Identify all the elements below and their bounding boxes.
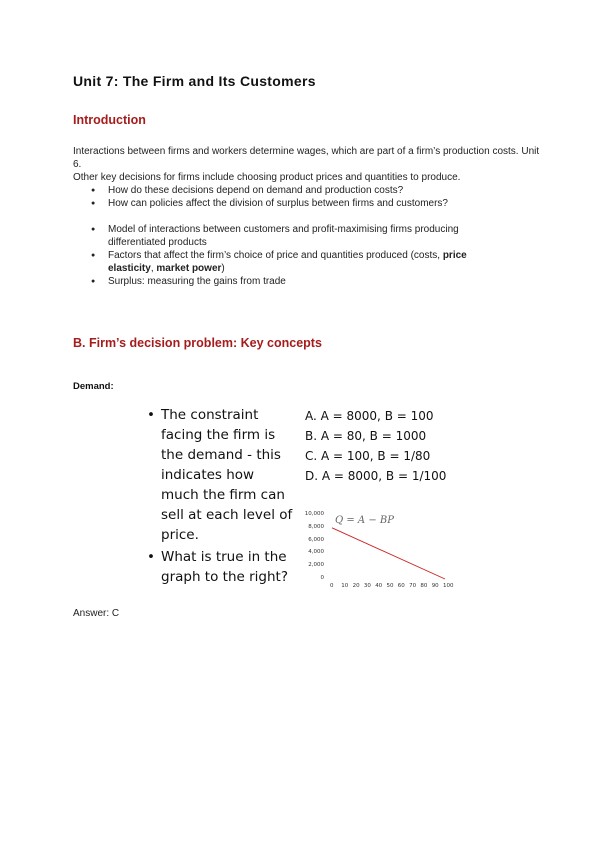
x-tick-label: 80 xyxy=(420,583,428,589)
y-tick-label: 10,000 xyxy=(304,511,324,517)
list-item: ● How do these decisions depend on demand and production costs? xyxy=(108,184,543,197)
page-title: Unit 7: The Firm and Its Customers xyxy=(73,73,316,89)
bold-text: market power xyxy=(156,263,222,274)
x-tick-label: 100 xyxy=(443,583,454,589)
x-tick-label: 90 xyxy=(431,583,439,589)
slide-bullets xyxy=(145,405,295,587)
answer-text: Answer: C xyxy=(73,608,120,619)
x-tick-label: 40 xyxy=(375,583,383,589)
x-tick-label: 70 xyxy=(409,583,417,589)
demand-line xyxy=(332,528,445,579)
chart-plot xyxy=(300,507,455,593)
x-tick-label: 60 xyxy=(397,583,405,589)
y-tick-label: 0 xyxy=(320,575,324,581)
list-item xyxy=(108,249,513,275)
demand-chart xyxy=(300,507,455,593)
slide-image xyxy=(145,403,457,593)
topic-list xyxy=(73,223,543,288)
introduction-body xyxy=(73,145,543,288)
x-tick-label: 50 xyxy=(386,583,394,589)
y-tick-label: 4,000 xyxy=(308,549,324,556)
y-tick-label: 6,000 xyxy=(308,536,324,543)
list-item: ● Model of interactions between customers and profit-maximising firms producing differentiated products xyxy=(108,223,513,249)
text: Factors that affect the firm’s choice of price and quantities produced (costs, xyxy=(108,250,443,261)
section-b-heading: B. Firm’s decision problem: Key concepts xyxy=(73,336,322,350)
introduction-heading: Introduction xyxy=(73,113,146,127)
list-item: ● Surplus: measuring the gains from trade xyxy=(108,275,513,288)
question-list xyxy=(73,184,543,210)
x-tick-label: 10 xyxy=(341,583,349,589)
option-c: C. A = 100, B = 1/80 xyxy=(305,449,431,463)
intro-paragraph-2: Other key decisions for firms include choosing product prices and quantities to produce. xyxy=(73,172,461,183)
bold-text: price elasticity xyxy=(108,250,467,274)
intro-paragraph-1: Interactions between firms and workers determine wages, which are part of a firm’s production costs. Unit 6. xyxy=(73,146,540,170)
text: , xyxy=(150,263,157,274)
answer-options xyxy=(305,406,446,486)
text: ) xyxy=(221,263,225,274)
demand-label: Demand: xyxy=(73,381,114,392)
option-b: B. A = 80, B = 1000 xyxy=(305,429,427,443)
x-tick-label: 20 xyxy=(352,583,360,589)
x-tick-label: 0 xyxy=(330,583,334,589)
option-a: A. A = 8000, B = 100 xyxy=(305,409,434,423)
slide-bullet: • What is true in the graph to the right? xyxy=(145,547,295,587)
y-tick-label: 8,000 xyxy=(308,523,324,530)
list-item: ● How can policies affect the division of surplus between firms and customers? xyxy=(108,197,543,210)
option-d: D. A = 8000, B = 1/100 xyxy=(305,469,447,483)
x-tick-label: 30 xyxy=(363,583,371,589)
y-tick-label: 2,000 xyxy=(308,562,324,569)
slide-bullet: • The constraint facing the firm is the demand - this indicates how much the firm can sell at each level of price. xyxy=(145,405,295,545)
formula: Q = A − BP xyxy=(335,515,394,526)
